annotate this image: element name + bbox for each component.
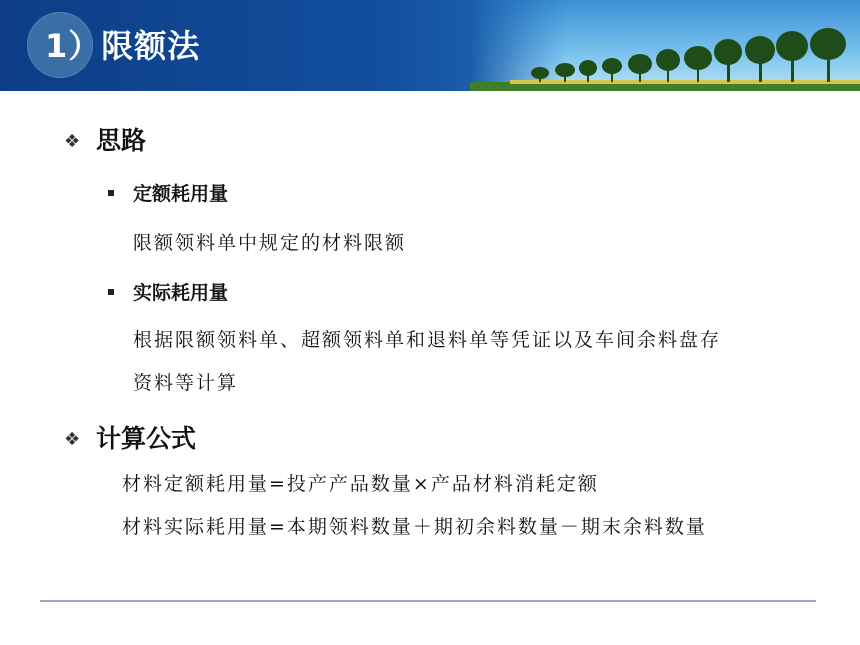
tree-landscape-image [470, 0, 860, 91]
item-text-standard-usage: 限额领料单中规定的材料限额 [133, 232, 407, 254]
item-label-standard-usage: 定额耗用量 [133, 183, 229, 205]
section-heading-formulas: 计算公式 [96, 424, 197, 453]
diamond-bullet-icon: ❖ [64, 429, 81, 450]
page-title: 1）限额法 [45, 27, 201, 65]
item-text-actual-usage-line2: 资料等计算 [133, 372, 239, 394]
title-banner [0, 0, 860, 91]
item-label-actual-usage: 实际耗用量 [133, 282, 229, 304]
square-bullet-icon [108, 289, 114, 295]
diamond-bullet-icon: ❖ [64, 131, 81, 152]
square-bullet-icon [108, 190, 114, 196]
item-text-actual-usage-line1: 根据限额领料单、超额领料单和退料单等凭证以及车间余料盘存 [133, 329, 722, 351]
formula-standard-usage: 材料定额耗用量=投产产品数量×产品材料消耗定额 [122, 473, 599, 495]
formula-actual-usage: 材料实际耗用量=本期领料数量＋期初余料数量－期末余料数量 [122, 516, 707, 538]
footer-divider [40, 600, 816, 602]
section-heading-approach: 思路 [96, 126, 147, 155]
